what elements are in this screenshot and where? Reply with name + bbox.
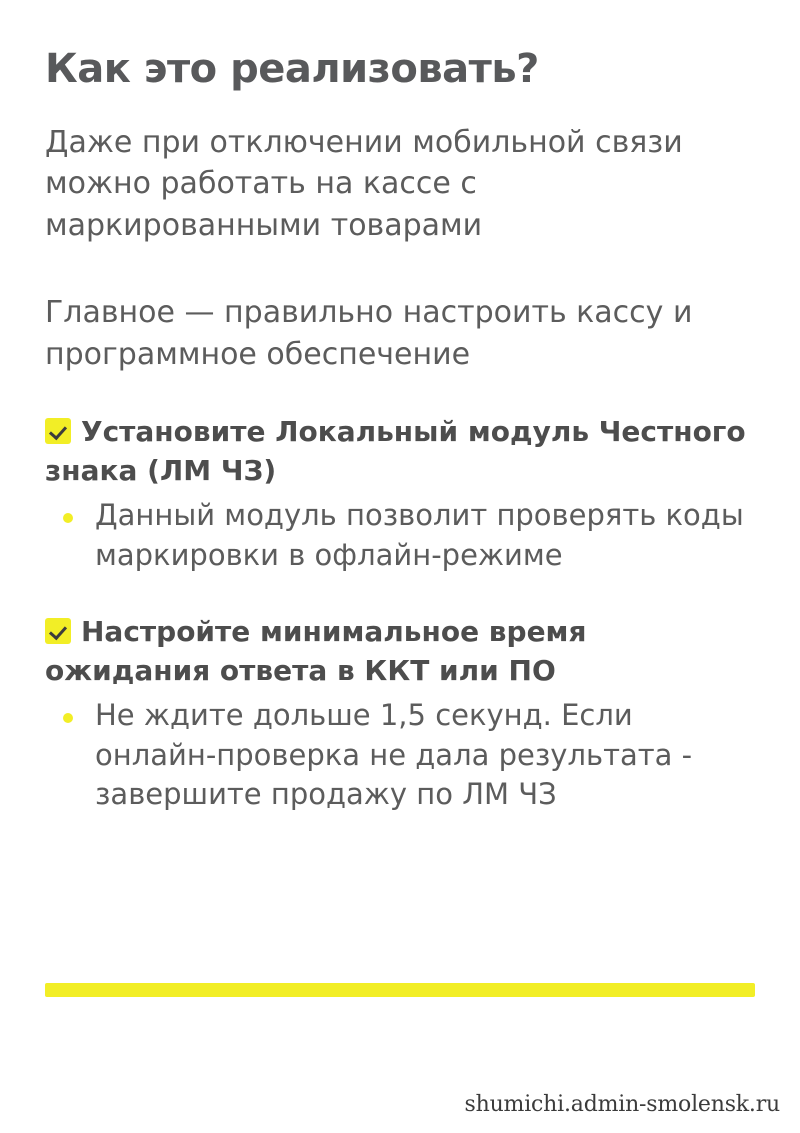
intro-paragraph-2: Главное — правильно настроить кассу и программное обеспечение [45,295,693,372]
checklist-heading-1-text: Установите Локальный модуль Честного знака (ЛМ ЧЗ) [45,414,746,487]
checklist-bullets-1 [45,496,755,575]
checklist-bullets-2 [45,696,755,814]
list-item: Данный модуль позволит проверять коды маркировки в офлайн-режиме [87,496,755,575]
list-item: Не ждите дольше 1,5 секунд. Если онлайн-проверка не дала результата - завершите продажу по ЛМ ЧЗ [87,696,755,814]
checklist-item-1 [45,413,755,575]
checklist-item-2 [45,613,755,815]
footer-source: shumichi.admin-smolensk.ru [464,1092,780,1117]
intro-paragraph-1: Даже при отключении мобильной связи можно работать на кассе с маркированными товарами [45,125,683,243]
accent-divider [45,983,755,997]
page-title: Как это реализовать? [45,46,539,92]
check-icon [45,618,71,644]
checklist-heading-1 [45,413,755,490]
check-icon [45,418,71,444]
checklist-heading-2-text: Настройте минимальное время ожидания ответа в ККТ или ПО [45,615,587,687]
checklist-heading-2 [45,613,755,690]
